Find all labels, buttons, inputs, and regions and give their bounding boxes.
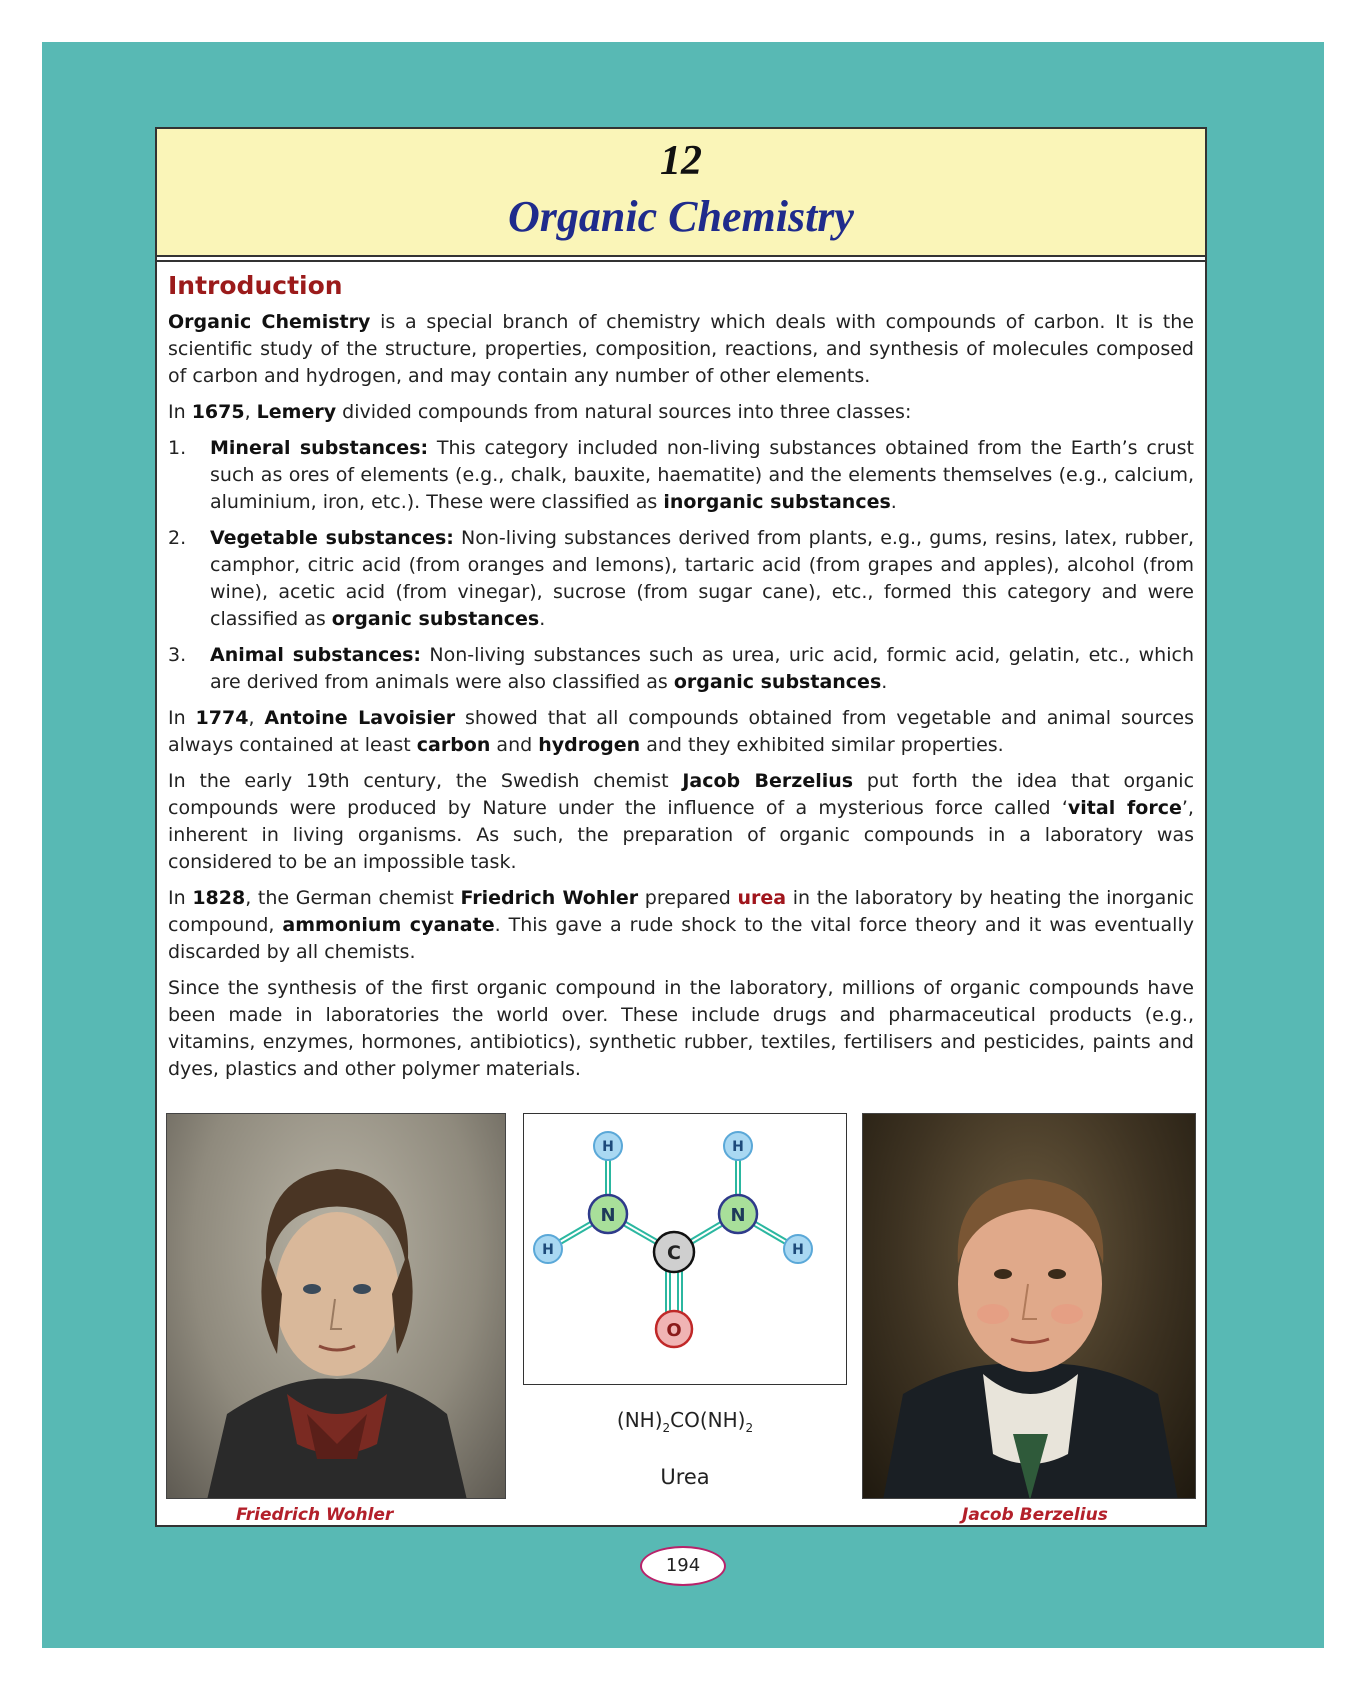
term-organic-chemistry: Organic Chemistry <box>168 311 371 333</box>
urea-molecule-diagram <box>523 1113 847 1385</box>
atom-label-h: H <box>542 1242 554 1258</box>
list-item-vegetable: 2. Vegetable substances: Non-living substances derived from plants, e.g., gums, resins, latex, rubber, camphor, citric acid (from oranges and lemons), tartaric acid (from grapes and apples), alcohol (from wine), acetic acid (from vinegar), sucrose (from sugar cane), etc., formed this category and were classified as organic substances. <box>168 527 1194 630</box>
paragraph-lemery: In 1675, Lemery divided compounds from natural sources into three classes: <box>168 401 912 423</box>
portrait-jacob-berzelius <box>862 1113 1196 1499</box>
atom-label-n: N <box>600 1205 616 1226</box>
urea-formula: $(NH)_2CO(NH)_2$ <box>616 1408 754 1435</box>
page-number: 194 <box>640 1546 726 1586</box>
atom-label-h: H <box>732 1139 744 1155</box>
atom-label-c: C <box>667 1242 681 1264</box>
atom-label-o: O <box>666 1320 682 1341</box>
content-box <box>155 127 1207 1527</box>
paragraph-lavoisier: In 1774, Antoine Lavoisier showed that all compounds obtained from vegetable and animal sources always contained at least carbon and hydrogen and they exhibited similar properties. <box>168 707 1194 756</box>
atom-label-n: N <box>730 1205 746 1226</box>
paragraph-synthesis: Since the synthesis of the first organic compound in the laboratory, millions of organic compounds have been made in laboratories the world over. These include drugs and pharmaceutical products (e.g., vitamins, enzymes, hormones, antibiotics), synthetic rubber, textiles, fertilisers and pesticides, paints and dyes, plastics and other polymer materials. <box>168 977 1194 1080</box>
wohler-illustration <box>167 1114 506 1499</box>
urea-name-label: Urea <box>660 1465 710 1489</box>
urea-structure-svg <box>524 1114 846 1384</box>
list-item-animal: 3. Animal substances: Non-living substances such as urea, uric acid, formic acid, gelatin, etc., which are derived from animals were also classified as organic substances. <box>168 644 1194 693</box>
body-text <box>168 271 1194 1092</box>
chapter-number: 12 <box>660 138 702 184</box>
chapter-title-band <box>157 129 1205 257</box>
portrait-friedrich-wohler <box>166 1113 506 1499</box>
berzelius-illustration <box>863 1114 1196 1499</box>
paragraph-berzelius: In the early 19th century, the Swedish chemist Jacob Berzelius put forth the idea that organic compounds were produced by Nature under the influence of a mysterious force called ‘vital force’, inherent in living organisms. As such, the preparation of organic compounds in a laboratory was considered to be an impossible task. <box>168 770 1195 873</box>
atom-label-h: H <box>602 1139 614 1155</box>
caption-friedrich-wohler: Friedrich Wohler <box>236 1505 394 1525</box>
section-heading-introduction: Introduction <box>168 271 343 300</box>
atom-label-h: H <box>792 1242 804 1258</box>
caption-jacob-berzelius: Jacob Berzelius <box>962 1505 1108 1525</box>
figure-row <box>166 1113 1198 1523</box>
paragraph-wohler: In 1828, the German chemist Friedrich Wohler prepared urea in the laboratory by heating the inorganic compound, ammonium cyanate. This gave a rude shock to the vital force theory and it was eventually discarded by all chemists. <box>168 887 1194 963</box>
term-urea: urea <box>737 887 787 909</box>
paragraph-definition: Organic Chemistry is a special branch of chemistry which deals with compounds of carbon. It is the scientific study of the structure, properties, composition, reactions, and synthesis of molecules composed of carbon and hydrogen, and may contain any number of other elements. <box>168 311 1194 387</box>
chapter-title: Organic Chemistry <box>508 192 854 241</box>
list-item-mineral: 1. Mineral substances: This category included non-living substances obtained from the Earth’s crust such as ores of elements (e.g., chalk, bauxite, haematite) and the elements themselves (e.g., calcium, aluminium, iron, etc.). These were classified as inorganic substances. <box>168 437 1194 513</box>
